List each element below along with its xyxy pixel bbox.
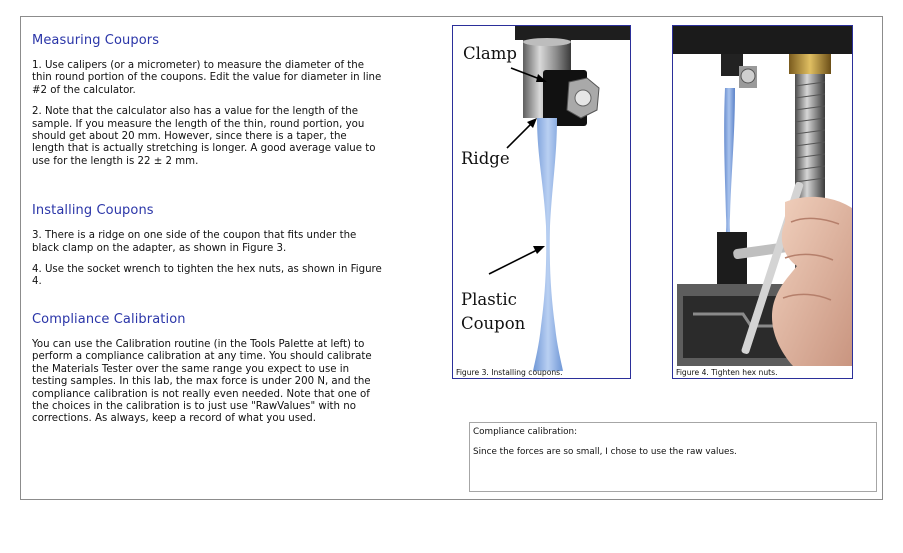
heading-installing-coupons: Installing Coupons [32,203,154,219]
figure-4-caption: Figure 4. Tighten hex nuts. [676,368,778,377]
compliance-notes-field[interactable] [469,422,877,492]
figure-3-caption: Figure 3. Installing coupons. [456,368,563,377]
document-page [20,16,883,500]
paragraph-step-4: 4. Use the socket wrench to tighten the hex nuts, as shown in Figure 4. [32,264,382,288]
instructions-column [32,33,382,435]
label-ridge: Ridge [461,149,510,168]
notes-value: Since the forces are so small, I chose to use the raw values. [473,447,737,457]
notes-label: Compliance calibration: [473,427,578,437]
label-clamp: Clamp [463,44,517,63]
paragraph-step-3: 3. There is a ridge on one side of the coupon that fits under the black clamp on the adapter, as shown in Figure 3. [32,230,357,254]
figure-4 [672,25,853,379]
heading-measuring-coupons: Measuring Coupors [32,33,160,48]
label-plastic: Plastic [461,290,517,309]
paragraph-step-1: 1. Use calipers (or a micrometer) to measure the diameter of the thin round portion of the coupons. Edit the value for diameter in line #2 of the calculator. [32,60,382,96]
label-coupon: Coupon [461,314,526,333]
heading-compliance-calibration: Compliance Calibration [32,311,186,327]
figure-3 [452,25,631,379]
figure-4-photo [673,26,852,378]
paragraph-calibration: You can use the Calibration routine (in the Tools Palette at left) to perform a compliance calibration at any time. You should calibrate the Materials Tester over the same range you expect to use in testing samples. In this lab, the max force is under 200 N, and the compliance calibration is not really even needed. Note that one of the choices in the calibration is to just use "RawValues" with no corrections. As always, keep a record of what you used. [32,338,372,425]
paragraph-step-2: 2. Note that the calculator also has a value for the length of the sample. If you measure the length of the thin, round portion, you should get about 20 mm. However, since there is a taper, the length that is actually stretching is longer. A good average value to use for the length is 22 ± 2 mm. [32,106,376,167]
